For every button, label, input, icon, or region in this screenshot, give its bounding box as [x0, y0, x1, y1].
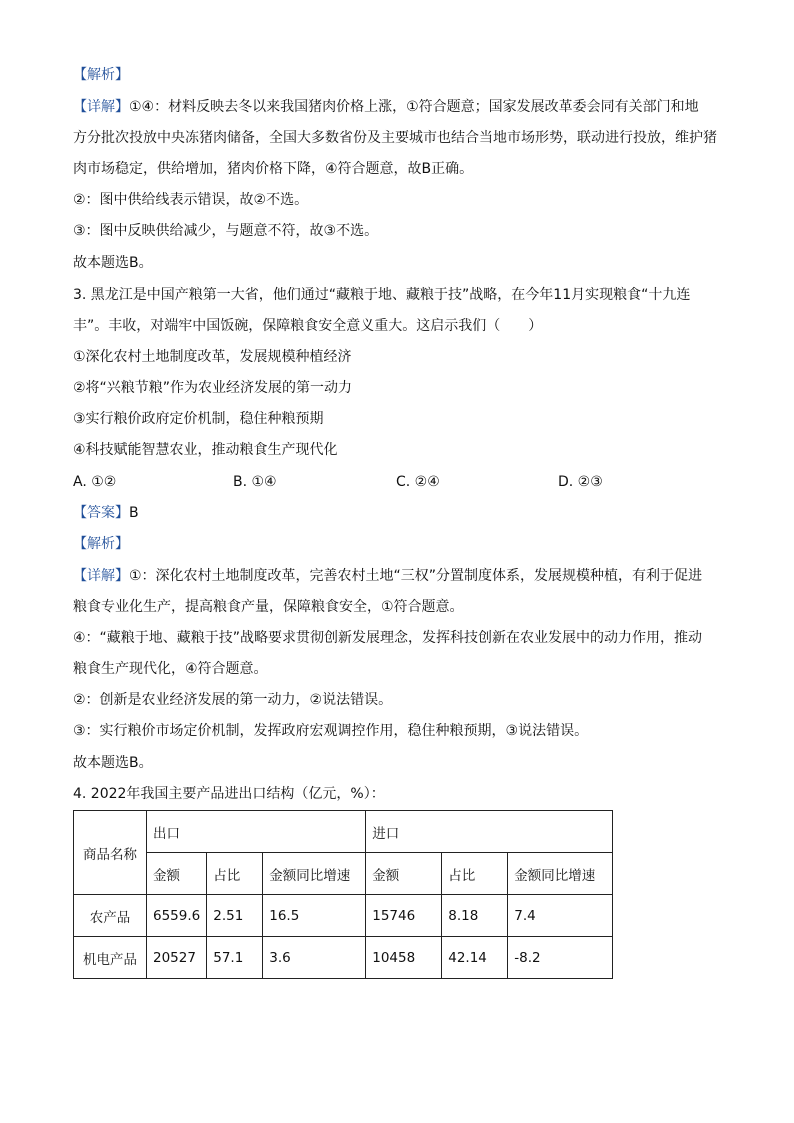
analysis-label: 【解析】 — [73, 536, 129, 552]
statement-3: ③实行粮价政府定价机制，稳住种粮预期 — [73, 411, 324, 427]
table-cell: 20527 — [147, 937, 207, 979]
table-header-cell: 进口 — [366, 811, 613, 853]
table-cell: 10458 — [366, 937, 442, 979]
table-cell: -8.2 — [508, 937, 613, 979]
answer-value: B — [129, 505, 139, 521]
table-cell: 3.6 — [263, 937, 366, 979]
question-3-stem: 丰”。丰收，对端牢中国饭碗，保障粮食安全意义重大。这启示我们（ ） — [73, 318, 543, 334]
table-header-row — [74, 811, 613, 853]
statement-2: ②将“兴粮节粮”作为农业经济发展的第一动力 — [73, 380, 353, 396]
explanation-line: 粮食专业化生产，提高粮食产量，保障粮食安全，①符合题意。 — [73, 599, 464, 615]
table-cell: 57.1 — [207, 937, 263, 979]
table-header-cell: 占比 — [207, 853, 263, 895]
explanation-line — [73, 566, 702, 586]
explanation-line: ③：实行粮价市场定价机制，发挥政府宏观调控作用，稳住种粮预期，③说法错误。 — [73, 723, 589, 739]
detail-label: 【详解】 — [73, 99, 129, 115]
table-cell: 机电产品 — [74, 937, 147, 979]
table-row — [74, 937, 613, 979]
table-cell: 7.4 — [508, 895, 613, 937]
conclusion-line: 故本题选B。 — [73, 755, 153, 771]
explanation-line: 粮食生产现代化，④符合题意。 — [73, 661, 268, 677]
explanation-line: ④：“藏粮于地、藏粮于技”战略要求贯彻创新发展理念，发挥科技创新在农业发展中的动力作用，推动 — [73, 630, 703, 646]
option-a: A. ①② — [73, 474, 117, 490]
statement-4: ④科技赋能智慧农业，推动粮食生产现代化 — [73, 442, 338, 458]
analysis-label: 【解析】 — [73, 67, 129, 83]
explanation-text: ①：深化农村土地制度改革，完善农村土地“三权”分置制度体系，发展规模种植，有利于促进 — [129, 568, 703, 584]
table-cell: 6559.6 — [147, 895, 207, 937]
explanation-line: 方分批次投放中央冻猪肉储备，全国大多数省份及主要城市也结合当地市场形势，联动进行投放，维护猪 — [73, 130, 717, 146]
table-header-cell: 金额同比增速 — [508, 853, 613, 895]
detail-label: 【详解】 — [73, 568, 129, 584]
table-cell: 2.51 — [207, 895, 263, 937]
table-cell: 16.5 — [263, 895, 366, 937]
question-4-stem: 4. 2022年我国主要产品进出口结构（亿元，%）： — [73, 786, 385, 802]
table-header-cell: 金额同比增速 — [263, 853, 366, 895]
explanation-text: ①④：材料反映去冬以来我国猪肉价格上涨，①符合题意；国家发展改革委会同有关部门和地 — [129, 99, 699, 115]
table-header-cell: 占比 — [442, 853, 508, 895]
statement-1: ①深化农村土地制度改革，发展规模种植经济 — [73, 349, 352, 365]
trade-structure-table — [73, 810, 613, 979]
explanation-line — [73, 97, 699, 117]
explanation-line: ③：图中反映供给减少，与题意不符，故③不选。 — [73, 223, 379, 239]
table-cell: 15746 — [366, 895, 442, 937]
option-d: D. ②③ — [558, 474, 603, 490]
table-cell: 农产品 — [74, 895, 147, 937]
explanation-line: ②：图中供给线表示错误，故②不选。 — [73, 192, 309, 208]
option-c: C. ②④ — [396, 474, 440, 490]
table-subheader-row — [74, 853, 613, 895]
question-3-stem: 3. 黑龙江是中国产粮第一大省，他们通过“藏粮于地、藏粮于技”战略，在今年11月实现粮食“十九连 — [73, 287, 691, 303]
answer-label: 【答案】 — [73, 505, 129, 521]
table-cell: 42.14 — [442, 937, 508, 979]
explanation-line: 肉市场稳定，供给增加，猪肉价格下降，④符合题意，故B正确。 — [73, 161, 474, 177]
table-header-cell: 商品名称 — [74, 811, 147, 895]
table-header-cell: 金额 — [147, 853, 207, 895]
table-header-cell: 出口 — [147, 811, 366, 853]
table-header-cell: 金额 — [366, 853, 442, 895]
answer-line — [73, 503, 139, 523]
table-cell: 8.18 — [442, 895, 508, 937]
table-row — [74, 895, 613, 937]
option-b: B. ①④ — [233, 474, 277, 490]
explanation-line: ②：创新是农业经济发展的第一动力，②说法错误。 — [73, 692, 393, 708]
conclusion-line: 故本题选B。 — [73, 255, 153, 271]
